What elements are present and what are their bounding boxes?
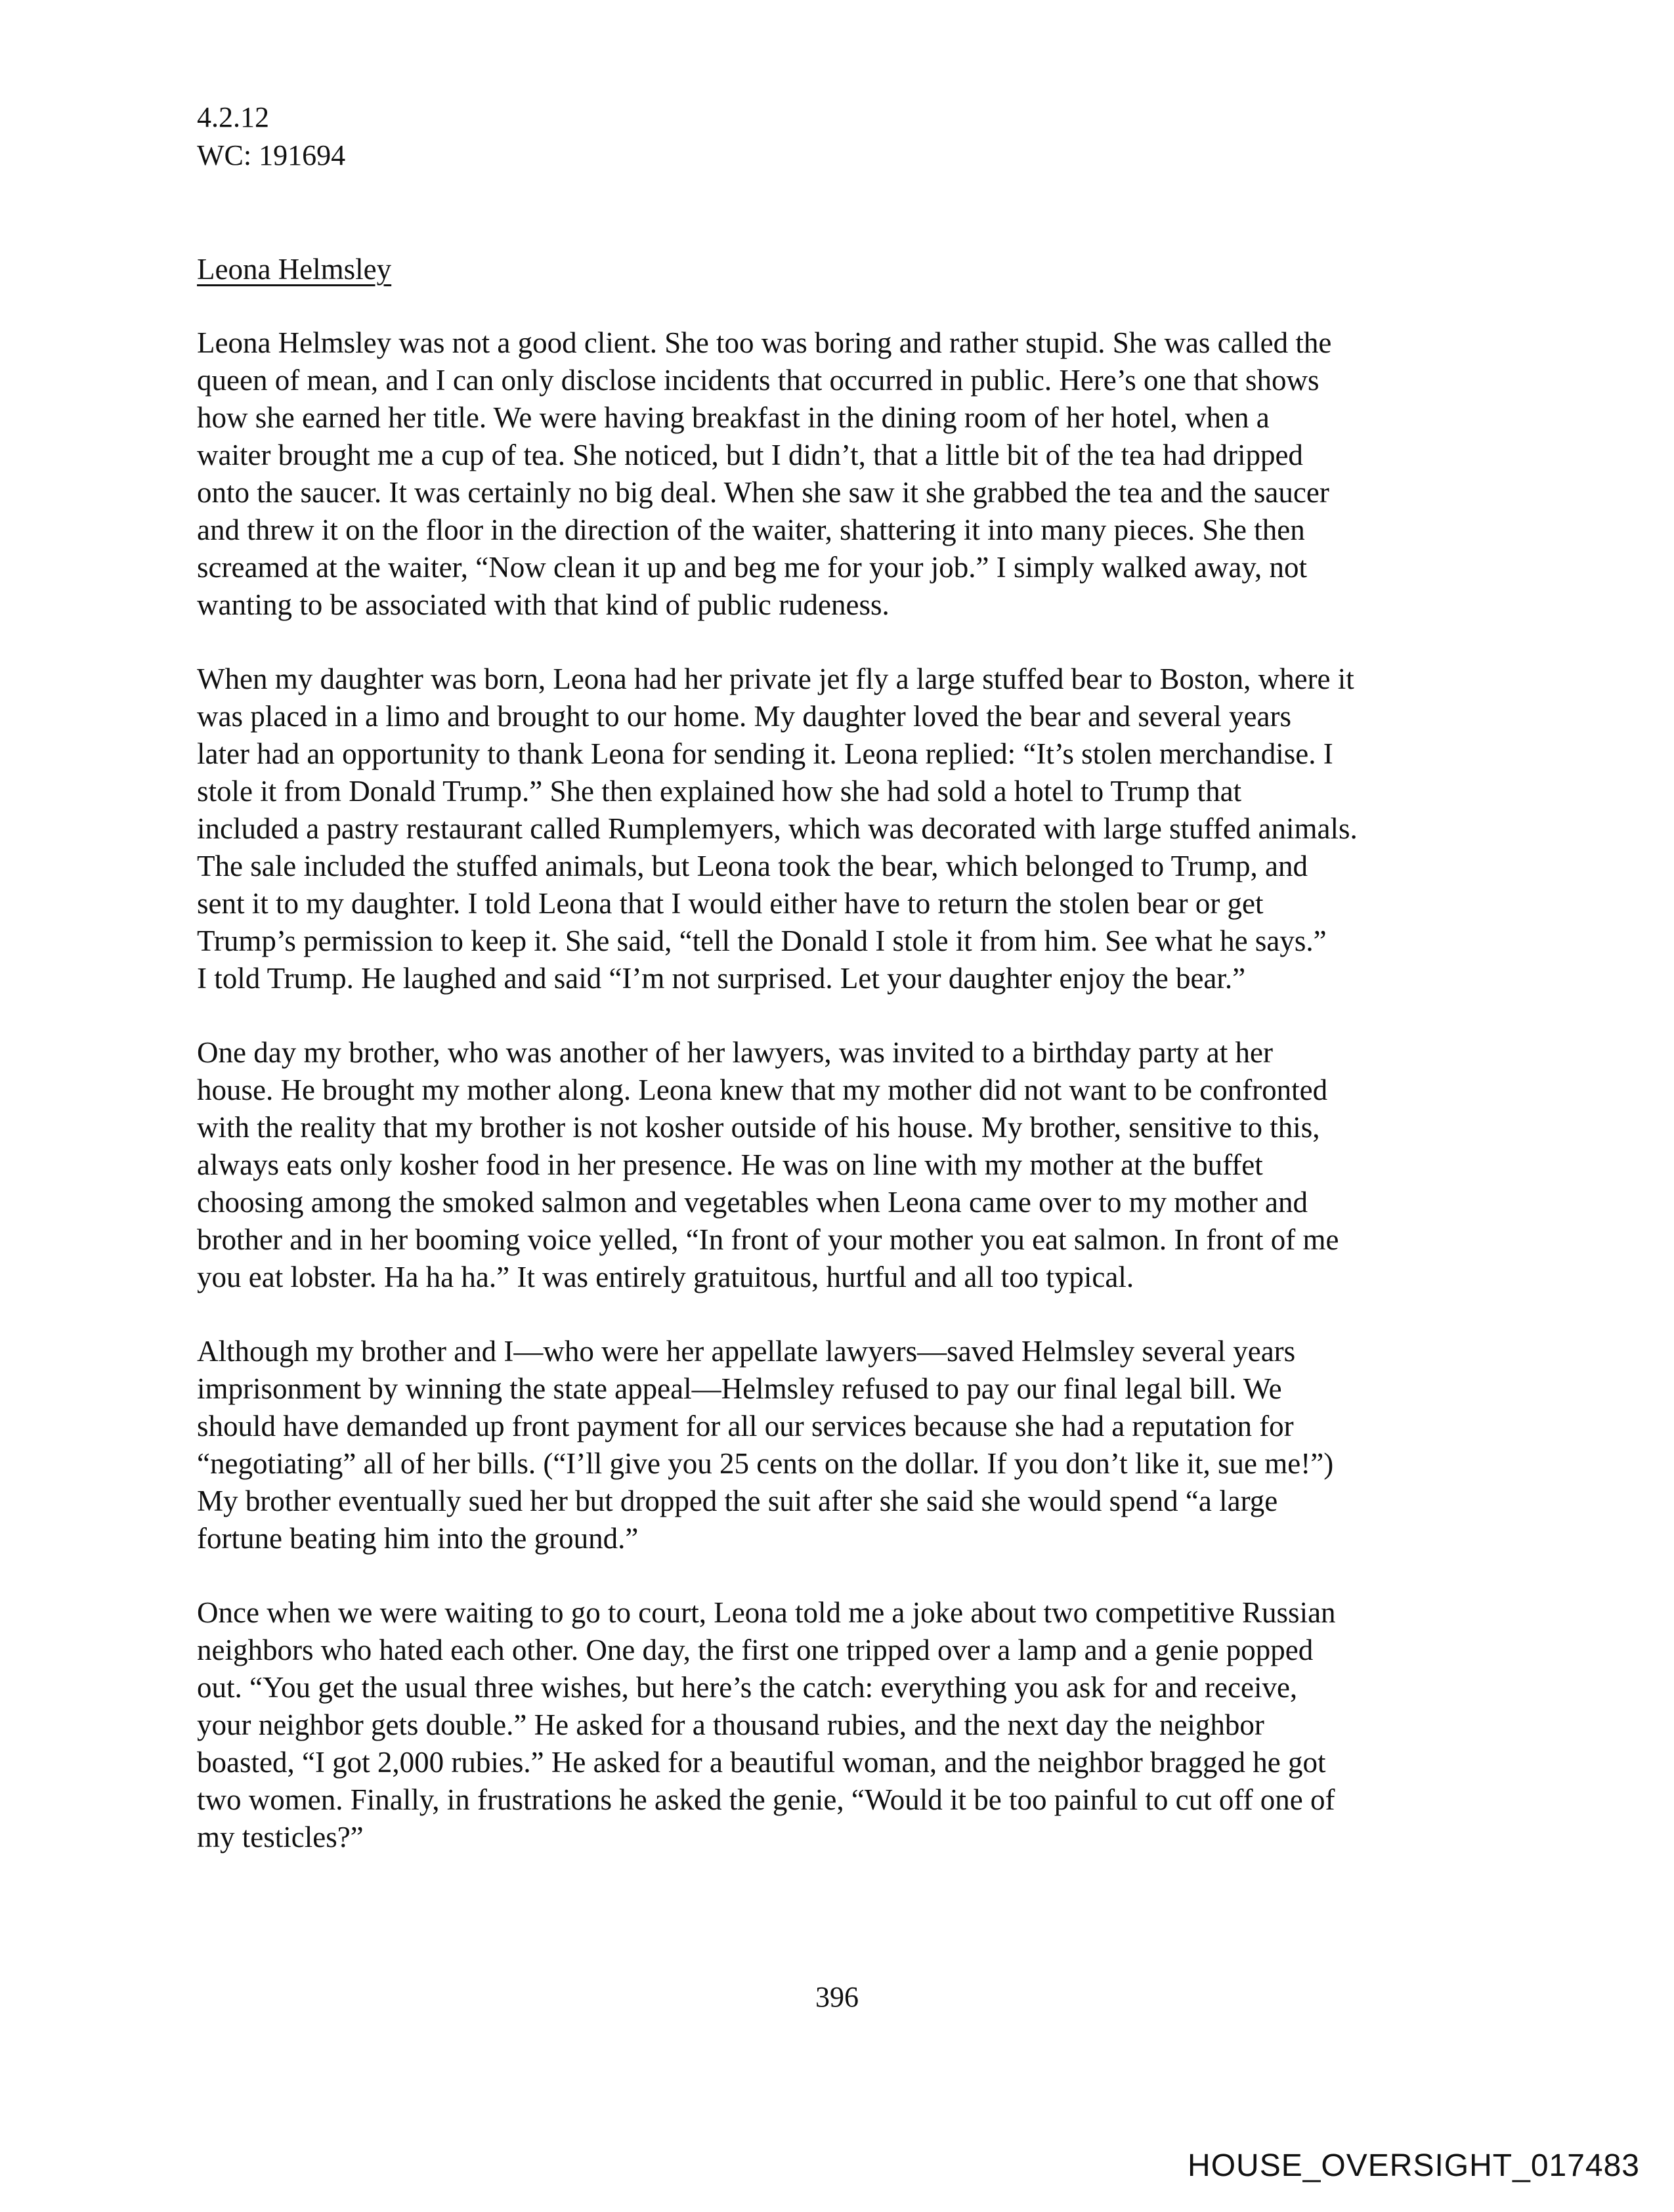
text-line: was placed in a limo and brought to our home. My daughter loved the bear and several years	[197, 700, 1291, 733]
text-line: Trump’s permission to keep it. She said, “tell the Donald I stole it from him. See what he says.”	[197, 924, 1327, 957]
text-line: later had an opportunity to thank Leona for sending it. Leona replied: “It’s stolen merchandise. I	[197, 737, 1333, 770]
text-line: waiter brought me a cup of tea. She noticed, but I didn’t, that a little bit of the tea had dripped	[197, 439, 1303, 471]
word-count: WC: 191694	[197, 139, 346, 171]
text-line: always eats only kosher food in her presence. He was on line with my mother at the buffet	[197, 1148, 1263, 1181]
text-line: Although my brother and I—who were her appellate lawyers—saved Helmsley several years	[197, 1335, 1296, 1368]
text-line: I told Trump. He laughed and said “I’m not surprised. Let your daughter enjoy the bear.”	[197, 962, 1246, 995]
text-line: included a pastry restaurant called Rumplemyers, which was decorated with large stuffed animals.	[197, 812, 1358, 845]
text-line: boasted, “I got 2,000 rubies.” He asked for a beautiful woman, and the neighbor bragged he got	[197, 1746, 1326, 1779]
text-line: neighbors who hated each other. One day, the first one tripped over a lamp and a genie popped	[197, 1634, 1314, 1666]
body-text	[197, 324, 1477, 1893]
text-line: with the reality that my brother is not kosher outside of his house. My brother, sensitive to this,	[197, 1111, 1320, 1144]
text-line: out. “You get the usual three wishes, but here’s the catch: everything you ask for and receive,	[197, 1671, 1298, 1704]
text-line: two women. Finally, in frustrations he asked the genie, “Would it be too painful to cut off one of	[197, 1783, 1335, 1816]
text-line: fortune beating him into the ground.”	[197, 1522, 639, 1555]
text-line: brother and in her booming voice yelled, “In front of your mother you eat salmon. In front of me	[197, 1223, 1339, 1256]
text-line: wanting to be associated with that kind of public rudeness.	[197, 588, 890, 621]
text-line: Leona Helmsley was not a good client. She too was boring and rather stupid. She was called the	[197, 326, 1332, 359]
text-line: you eat lobster. Ha ha ha.” It was entirely gratuitous, hurtful and all too typical.	[197, 1261, 1134, 1293]
paragraph	[197, 1333, 1477, 1557]
text-line: sent it to my daughter. I told Leona that I would either have to return the stolen bear or get	[197, 887, 1264, 920]
text-line: queen of mean, and I can only disclose incidents that occurred in public. Here’s one that shows	[197, 364, 1320, 397]
text-line: stole it from Donald Trump.” She then explained how she had sold a hotel to Trump that	[197, 775, 1242, 808]
text-line: and threw it on the floor in the direction of the waiter, shattering it into many pieces. She then	[197, 513, 1305, 546]
text-line: Once when we were waiting to go to court, Leona told me a joke about two competitive Russian	[197, 1596, 1336, 1629]
text-line: onto the saucer. It was certainly no big deal. When she saw it she grabbed the tea and the saucer	[197, 476, 1329, 509]
text-line: house. He brought my mother along. Leona knew that my mother did not want to be confronted	[197, 1073, 1328, 1106]
text-line: screamed at the waiter, “Now clean it up and beg me for your job.” I simply walked away, not	[197, 551, 1307, 584]
paragraph	[197, 661, 1477, 997]
text-line: When my daughter was born, Leona had her private jet fly a large stuffed bear to Boston, where it	[197, 662, 1354, 695]
paragraph	[197, 1034, 1477, 1296]
document-header	[197, 98, 345, 175]
page-number: 396	[815, 1981, 859, 2013]
text-line: “negotiating” all of her bills. (“I’ll give you 25 cents on the dollar. If you don’t like it, sue me!”)	[197, 1447, 1334, 1480]
document-date: 4.2.12	[197, 101, 269, 133]
text-line: The sale included the stuffed animals, but Leona took the bear, which belonged to Trump, and	[197, 850, 1308, 882]
section-heading: Leona Helmsley	[197, 253, 392, 286]
paragraph	[197, 1594, 1477, 1856]
text-line: how she earned her title. We were having breakfast in the dining room of her hotel, when a	[197, 401, 1270, 434]
text-line: choosing among the smoked salmon and vegetables when Leona came over to my mother and	[197, 1186, 1308, 1219]
text-line: One day my brother, who was another of her lawyers, was invited to a birthday party at her	[197, 1036, 1273, 1069]
text-line: should have demanded up front payment for all our services because she had a reputation for	[197, 1410, 1294, 1442]
bates-stamp: HOUSE_OVERSIGHT_017483	[1188, 2148, 1640, 2183]
text-line: imprisonment by winning the state appeal—Helmsley refused to pay our final legal bill. We	[197, 1372, 1282, 1405]
paragraph	[197, 324, 1477, 624]
text-line: my testicles?”	[197, 1821, 364, 1854]
text-line: your neighbor gets double.” He asked for a thousand rubies, and the next day the neighbor	[197, 1708, 1264, 1741]
text-line: My brother eventually sued her but dropped the suit after she said she would spend “a large	[197, 1485, 1278, 1517]
